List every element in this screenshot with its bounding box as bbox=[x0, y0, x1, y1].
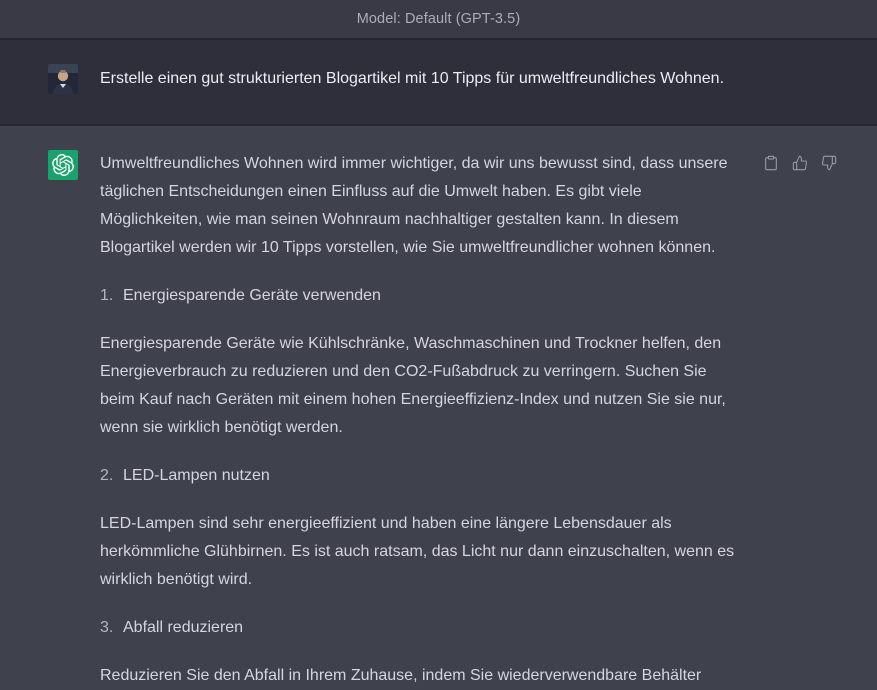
assistant-avatar bbox=[48, 150, 78, 180]
assistant-message-row bbox=[0, 126, 877, 690]
list-number: 1. bbox=[100, 287, 114, 304]
list-item bbox=[100, 462, 741, 490]
tip-paragraph: Reduzieren Sie den Abfall in Ihrem Zuhause, indem Sie wiederverwendbare Behälter bbox=[100, 667, 702, 684]
list-item-title: Energiesparende Geräte verwenden bbox=[123, 287, 381, 304]
thumbs-down-button[interactable] bbox=[821, 155, 837, 171]
list-item bbox=[100, 282, 741, 310]
message-actions bbox=[763, 150, 837, 171]
tip-paragraph: Energiesparende Geräte wie Kühlschränke, Waschmaschinen und Trockner helfen, den Energieverbrauch zu reduzieren und den CO2-Fußabdruck zu verringern. Suchen Sie beim Kauf nach Geräten mit einem hohen Energieeffizienz-Index und nutzen Sie sie nur, wenn sie wirklich benötigt werden. bbox=[100, 335, 726, 436]
list-item-title: LED-Lampen nutzen bbox=[123, 467, 270, 484]
list-item bbox=[100, 614, 741, 642]
user-message-row bbox=[0, 40, 877, 126]
model-header-bar bbox=[0, 0, 877, 40]
tip-paragraph: LED-Lampen sind sehr energieeffizient und haben eine längere Lebensdauer als herkömmliche Glühbirnen. Es ist auch ratsam, das Licht nur dann einzuschalten, wenn es wirklich benötigt wird. bbox=[100, 515, 735, 588]
list-number: 2. bbox=[100, 467, 114, 484]
list-item-title: Abfall reduzieren bbox=[123, 619, 244, 636]
intro-paragraph: Umweltfreundliches Wohnen wird immer wichtiger, da wir uns bewusst sind, dass unsere täglichen Entscheidungen einen Einfluss auf die Umwelt haben. Es gibt viele Möglichkeiten, wie man seinen Wohnraum nachhaltiger gestalten kann. In diesem Blogartikel werden wir 10 Tipps vorstellen, wie Sie umweltfreundlicher wohnen können. bbox=[100, 155, 728, 256]
thumbs-down-icon bbox=[821, 155, 837, 171]
user-message-text: Erstelle einen gut strukturierten Blogartikel mit 10 Tipps für umweltfreundliches Wohnen. bbox=[100, 70, 725, 87]
model-label: Model: Default (GPT-3.5) bbox=[356, 11, 521, 27]
copy-icon bbox=[763, 155, 779, 171]
user-avatar-photo bbox=[48, 64, 78, 94]
thumbs-up-icon bbox=[792, 155, 808, 171]
openai-logo-icon bbox=[52, 154, 74, 176]
assistant-message-body bbox=[100, 150, 741, 690]
copy-button[interactable] bbox=[763, 155, 779, 171]
user-avatar bbox=[48, 64, 78, 94]
list-number: 3. bbox=[100, 619, 114, 636]
thumbs-up-button[interactable] bbox=[792, 155, 808, 171]
